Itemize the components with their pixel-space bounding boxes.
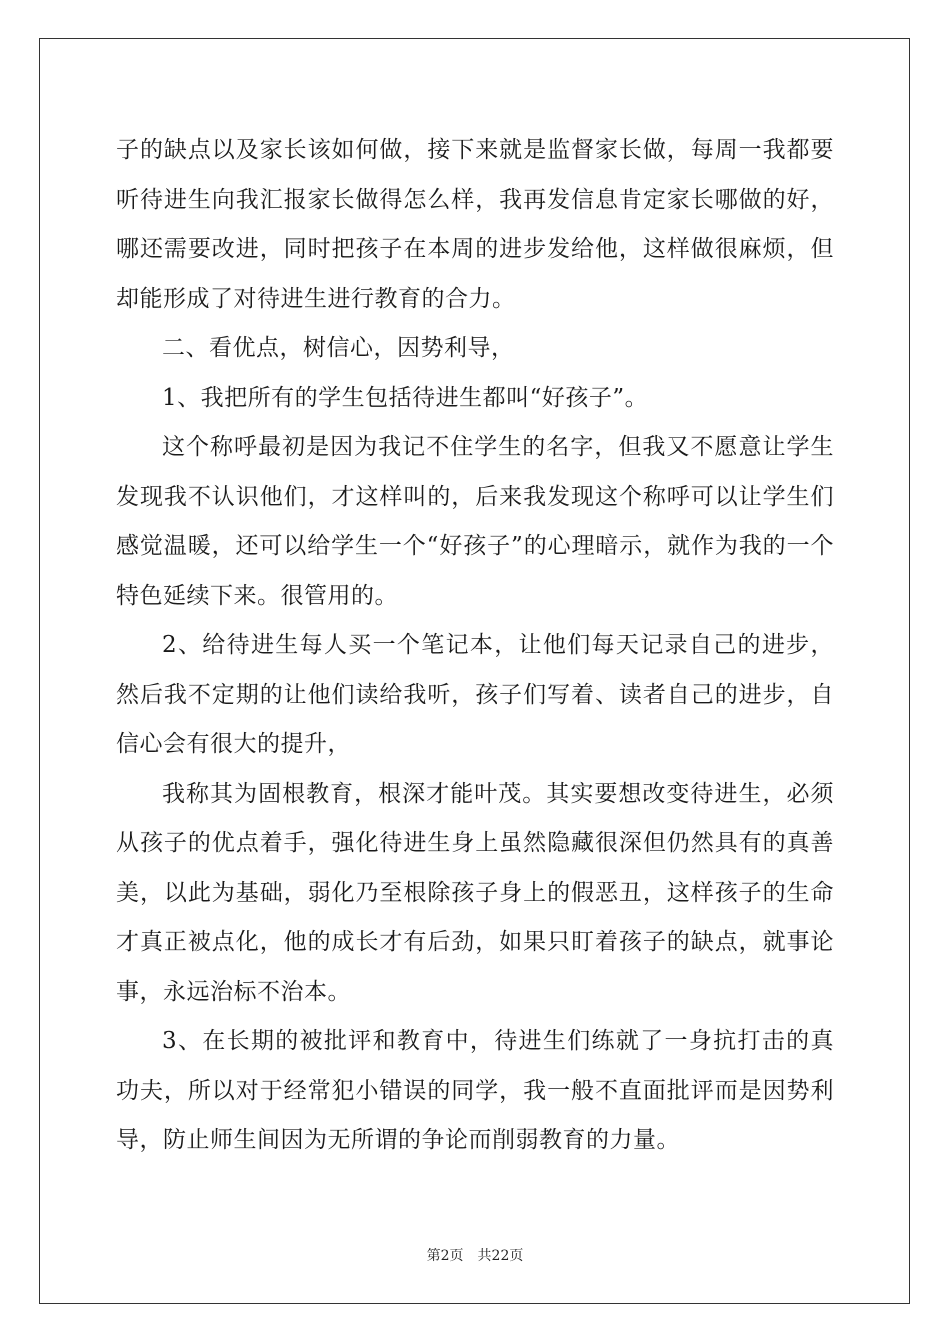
section-heading: 二、看优点，树信心，因势利导， (162, 335, 515, 361)
paragraph-item-1-detail: 这个称呼最初是因为我记不住学生的名字，但我又不愿意让学生发现我不认识他们，才这样叫的，后来我发现这个称呼可以让学生们感觉温暖，还可以给学生一个“好孩子”的心理暗示，就作为我的一个特色延续下来。很管用的。 (116, 434, 834, 609)
document-body (116, 126, 834, 1166)
paragraph-item-3: 3、在长期的被批评和教育中，待进生们练就了一身抗打击的真功夫，所以对于经常犯小错误的同学，我一般不直面批评而是因势利导，防止师生间因为无所谓的争论而削弱教育的力量。 (116, 1028, 834, 1153)
paragraph-item-1: 1、我把所有的学生包括待进生都叫“好孩子”。 (162, 384, 649, 411)
page-footer (0, 1247, 950, 1265)
paragraph-item-2: 2、给待进生每人买一个笔记本，让他们每天记录自己的进步，然后我不定期的让他们读给我听，孩子们写着、读者自己的进步，自信心会有很大的提升， (116, 632, 834, 757)
paragraph-continuation: 子的缺点以及家长该如何做，接下来就是监督家长做，每周一我都要听待进生向我汇报家长做得怎么样，我再发信息肯定家长哪做的好，哪还需要改进，同时把孩子在本周的进步发给他，这样做很麻烦，但却能形成了对待进生进行教育的合力。 (116, 137, 834, 312)
paragraph-item-2-detail: 我称其为固根教育，根深才能叶茂。其实要想改变待进生，必须从孩子的优点着手，强化待进生身上虽然隐藏很深但仍然具有的真善美，以此为基础，弱化乃至根除孩子身上的假恶丑，这样孩子的生命才真正被点化，他的成长才有后劲，如果只盯着孩子的缺点，就事论事，永远治标不治本。 (116, 780, 834, 1005)
page-total: 共22页 (477, 1248, 524, 1264)
page-number: 第2页 (426, 1248, 464, 1264)
